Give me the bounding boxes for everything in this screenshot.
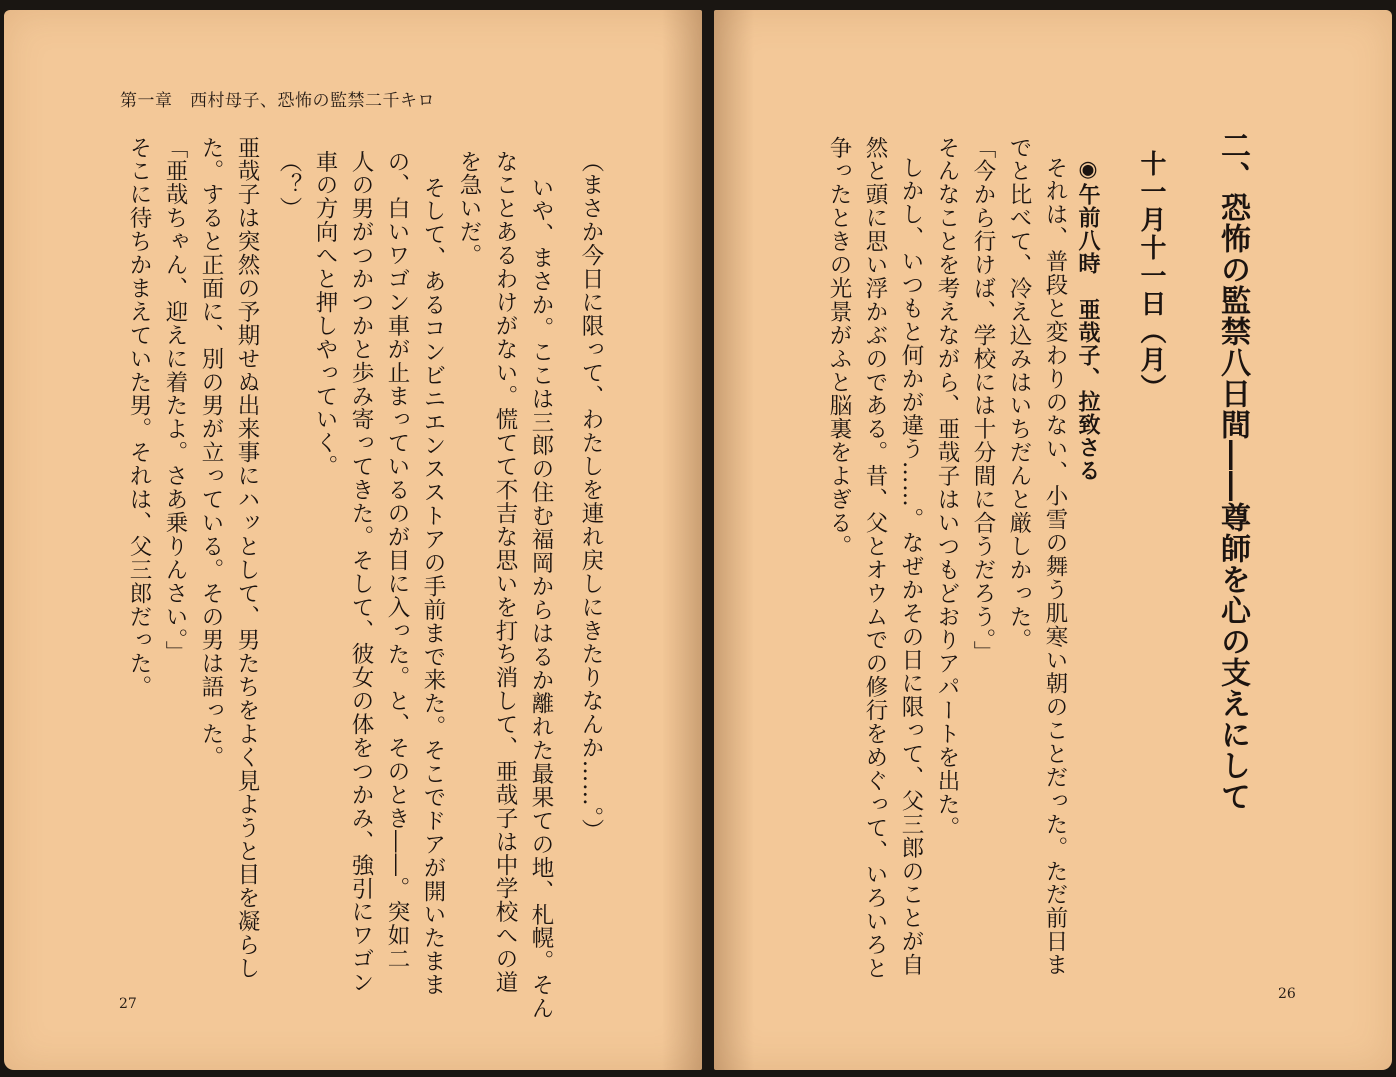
text-line: （？） xyxy=(276,150,302,221)
right-page xyxy=(714,10,1392,1070)
text-line: そして、あるコンビニエンスストアの手前まで来た。そこでドアが開いたまま xyxy=(420,176,446,997)
page-number: 27 xyxy=(119,996,137,1012)
text-line: それは、普段と変わりのない、小雪の舞う肌寒い朝のことだった。ただ前日ま xyxy=(1042,156,1068,977)
running-head: 第一章 西村母子、恐怖の監禁二千キロ xyxy=(120,91,435,111)
text-line: を急いだ。 xyxy=(456,150,482,268)
text-line: そんなことを考えながら、亜哉子はいつもどおりアパートを出た。 xyxy=(934,136,960,840)
text-line: た。すると正面に、別の男が立っている。その男は語った。 xyxy=(198,136,224,770)
text-line: 車の方向へと押しやっていく。 xyxy=(312,150,338,479)
section-heading: ◉午前八時 亜哉子、拉致さる xyxy=(1075,156,1101,482)
date-heading: 十一月十一日（月） xyxy=(1136,150,1166,402)
text-line: 「亜哉ちゃん、迎えに着たよ。さあ乗りんさい。」 xyxy=(162,136,188,665)
text-line: いや、まさか。ここは三郎の住む福岡からはるか離れた最果ての地、札幌。そん xyxy=(528,176,554,1021)
text-line: 「今から行けば、学校には十分間に合うだろう。」 xyxy=(970,136,996,665)
page-number: 26 xyxy=(1278,986,1296,1002)
text-line: でと比べて、冷え込みはいちだんと厳しかった。 xyxy=(1006,136,1032,652)
text-line: （まさか今日に限って、わたしを連れ戻しにきたりなんか……。） xyxy=(578,150,604,843)
left-page xyxy=(4,10,702,1070)
text-line: しかし、いつもと何かが違う……。なぜかその日に限って、父三郎のことが自 xyxy=(898,156,924,977)
text-line: そこに待ちかまえていた男。それは、父三郎だった。 xyxy=(126,136,152,699)
text-line: 然と頭に思い浮かぶのである。昔、父とオウムでの修行をめぐって、いろいろと xyxy=(862,136,888,981)
text-line: なことあるわけがない。慌てて不吉な思いを打ち消して、亜哉子は中学校への道 xyxy=(492,150,518,995)
text-line: の、白いワゴン車が止まっているのが目に入った。と、そのとき――。突如二 xyxy=(384,150,410,971)
text-line: 争ったときの光景がふと脳裏をよぎる。 xyxy=(826,136,852,559)
chapter-title: 二、恐怖の監禁八日間――尊師を心の支えにして xyxy=(1215,130,1250,812)
text-line: 亜哉子は突然の予期せぬ出来事にハッとして、男たちをよく見ようと目を凝らし xyxy=(234,136,260,981)
text-line: 人の男がつかつかと歩み寄ってきた。そして、彼女の体をつかみ、強引にワゴン xyxy=(348,150,374,995)
